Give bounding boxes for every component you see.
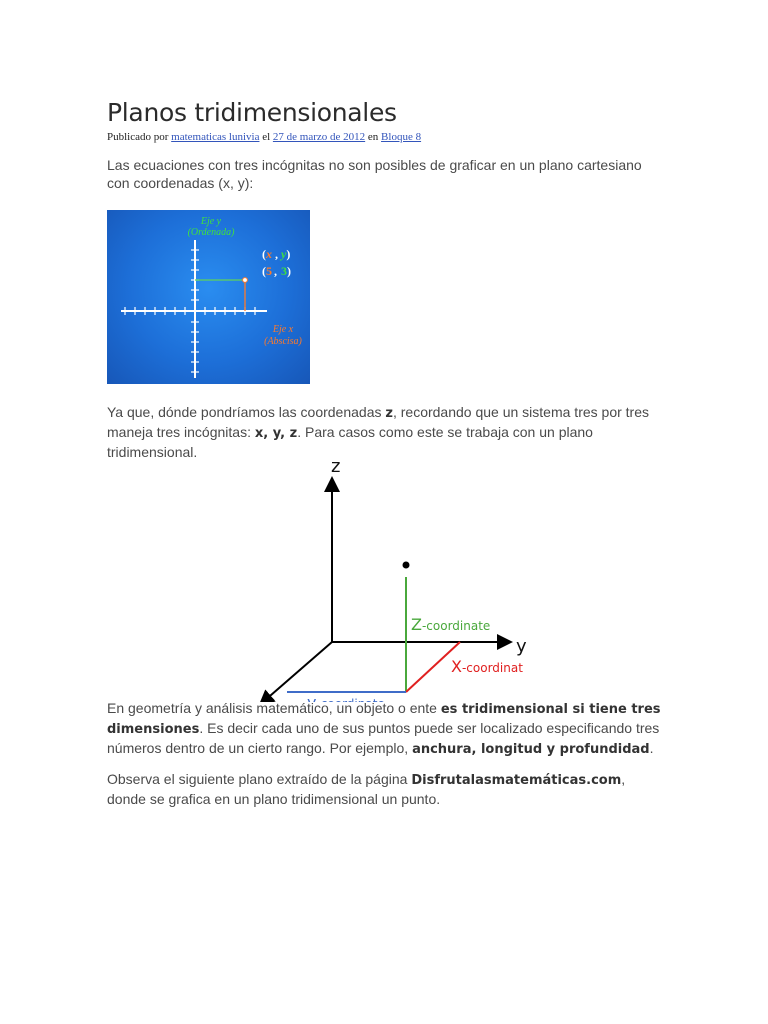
axis-x-label-2: (Abscisa) [264,336,302,347]
article [107,96,667,807]
author-link[interactable]: matematicas lunivia [171,131,260,143]
z-coordinate-label: Z-coordinate [411,615,491,634]
axis-y-label-1: Eje y [200,216,222,227]
point-symbolic-label: (x , y) [262,247,291,261]
paragraph-observe: Observa el siguiente plano extraído de la página Disfrutalasmatemáticas.com, donde se grafica en un plano tridimensional un punto. [107,771,626,807]
byline-prefix: Publicado por [107,131,169,143]
byline-mid2: en [367,131,379,143]
paragraph-z: Ya que, dónde pondríamos las coordenadas z, recordando que un sistema tres por tres maneja tres incógnitas: x, y, z. Para casos como este se trabaja con un plano tridimensional. [107,404,649,460]
x-coordinate-label: X-coordinat [451,657,523,676]
axis-x-label-1: Eje x [272,324,294,335]
byline-mid: el [262,131,271,143]
y-axis-label: y [516,636,527,657]
category-link[interactable]: Bloque 8 [381,131,422,143]
paragraph-definition: En geometría y análisis matemático, un objeto o ente es tridimensional si tiene tres dimensiones. Es decir cada uno de sus puntos puede ser localizado especificando tres números dentro de un cierto rango. Por ejemplo, anchura, longitud y profundidad. [107,700,661,757]
cartesian-plane-image [107,210,310,384]
date-link[interactable]: 27 de marzo de 2012 [272,131,366,143]
byline [107,130,667,144]
axis-y-label-2: (Ordenada) [187,227,235,238]
3d-axes-diagram [245,452,545,706]
point-value-label: (5 , 3) [262,264,291,278]
page-title: Planos tridimensionales [107,98,397,127]
paragraph-intro: Las ecuaciones con tres incógnitas no son posibles de graficar en un plano cartesiano con coordenadas (x, y): [107,157,642,191]
z-axis-label: z [331,456,341,477]
